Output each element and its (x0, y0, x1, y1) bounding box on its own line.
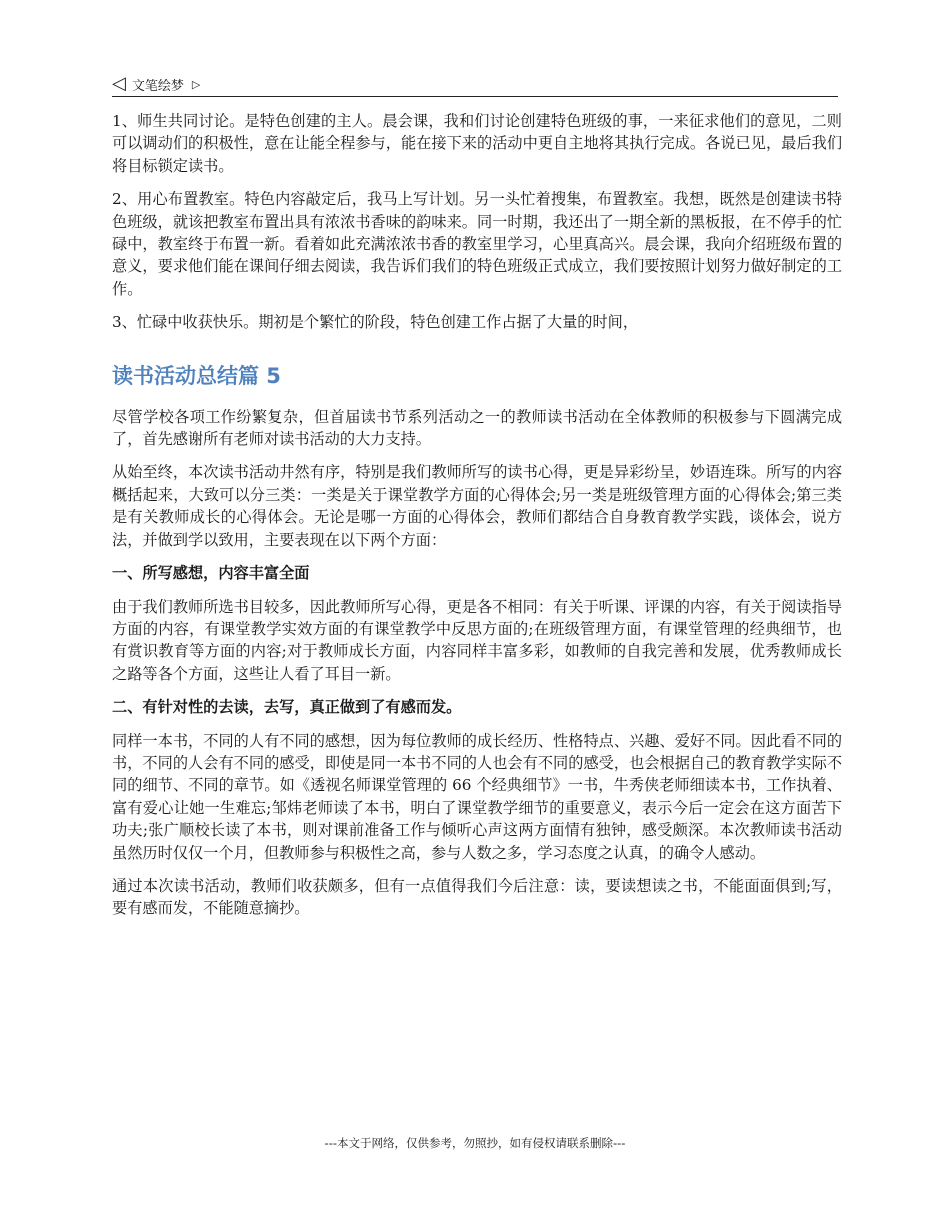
paragraph: 2、用心布置教室。特色内容敲定后，我马上写计划。另一头忙着搜集，布置教室。我想，既然是创建读书特色班级，就该把教室布置出具有浓浓书香味的韵味来。同一时期，我还出了一期全新的黑板报，在不停手的忙碌中，教室终于布置一新。看着如此充满浓浓书香的教室里学习，心里真高兴。晨会课，我向介绍班级布置的意义，要求他们能在课间仔细去阅读，我告诉们我们的特色班级正式成立，我们要按照计划努力做好制定的工作。 (112, 190, 842, 298)
section-title: 读书活动总结篇 5 (112, 363, 281, 388)
paragraph: 同样一本书，不同的人有不同的感想，因为每位教师的成长经历、性格特点、兴趣、爱好不同。因此看不同的书，不同的人会有不同的感受，即使是同一本书不同的人也会有不同的感受，也会根据自己的教育教学实际不同的细节、不同的章节。如《透视名师课堂管理的 66 个经典细节》一书，牛秀侠老师细读本书，工作执着、富有爱心让她一生难忘;邹炜老师读了本书，明白了课堂教学细节的重要意义，表示今后一定会在这方面苦下功夫;张广顺校长读了本书，则对课前准备工作与倾听心声这两方面情有独钟，感受颇深。本次教师读书活动虽然历时仅仅一个月，但教师参与积极性之高，参与人数之多，学习态度之认真，的确令人感动。 (112, 731, 842, 862)
page-header (112, 72, 838, 97)
left-triangle-icon: ◁ (112, 73, 126, 94)
subheading: 一、所写感想，内容丰富全面 (112, 564, 310, 583)
document-body (112, 110, 842, 931)
paragraph: 由于我们教师所选书目较多，因此教师所写心得，更是各不相同：有关于听课、评课的内容，有关于阅读指导方面的内容，有课堂教学实效方面的有课堂教学中反思方面的;在班级管理方面，有课堂管理的经典细节，也有赏识教育等方面的内容;对于教师成长方面，内容同样丰富多彩，如教师的自我完善和发展，优秀教师成长之路等各个方面，这些让人看了耳目一新。 (112, 597, 842, 683)
header-title: 文笔绘梦 (131, 78, 184, 94)
right-triangle-icon: ▷ (191, 77, 201, 91)
paragraph: 1、师生共同讨论。是特色创建的主人。晨会课，我和们讨论创建特色班级的事，一来征求他们的意见，二则可以调动们的积极性，意在让能全程参与，能在接下来的活动中更自主地将其执行完成。各说已见，最后我们将目标锁定读书。 (112, 112, 842, 175)
paragraph: 尽管学校各项工作纷繁复杂，但首届读书节系列活动之一的教师读书活动在全体教师的积极参与下圆满完成了，首先感谢所有老师对读书活动的大力支持。 (112, 407, 842, 449)
subheading: 二、有针对性的去读，去写，真正做到了有感而发。 (112, 698, 462, 717)
page-footer: ---本文于网络，仅供参考，勿照抄，如有侵权请联系删除--- (324, 1136, 626, 1150)
paragraph: 3、忙碌中收获快乐。期初是个繁忙的阶段，特色创建工作占据了大量的时间， (112, 313, 639, 332)
paragraph: 通过本次读书活动，教师们收获颇多，但有一点值得我们今后注意：读，要读想读之书，不能面面俱到;写，要有感而发，不能随意摘抄。 (112, 876, 842, 918)
paragraph: 从始至终，本次读书活动井然有序，特别是我们教师所写的读书心得，更是异彩纷呈，妙语连珠。所写的内容概括起来，大致可以分三类：一类是关于课堂教学方面的心得体会;另一类是班级管理方面的心得体会;第三类是有关教师成长的心得体会。无论是哪一方面的心得体会，教师们都结合自身教育教学实践，谈体会，说方法，并做到学以致用，主要表现在以下两个方面： (112, 463, 842, 549)
